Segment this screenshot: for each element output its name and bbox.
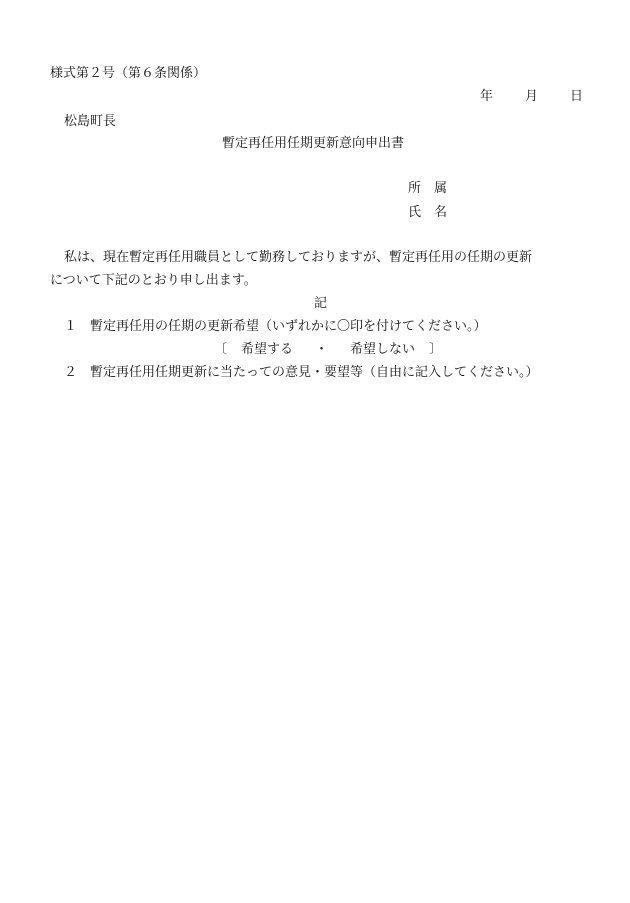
body-line-1: 私は、現在暫定再任用職員として勤務しておりますが、暫定再任用の任期の更新 (64, 250, 533, 265)
date-month-label: 月 (525, 89, 539, 104)
choice-line (214, 342, 442, 358)
item-1-number: １ (64, 319, 78, 334)
item-2-number: ２ (64, 365, 78, 380)
choice-option-no[interactable]: 希望しない (350, 342, 416, 357)
choice-separator: ・ (315, 342, 329, 357)
ki-heading: 記 (314, 296, 328, 311)
date-year-label: 年 (480, 89, 494, 104)
affiliation-label: 所 属 (408, 181, 448, 196)
name-label: 氏 名 (408, 205, 448, 220)
item-2-text: 暫定再任用任期更新に当たっての意見・要望等（自由に記入してください。） (90, 365, 539, 380)
addressee: 松島町長 (64, 114, 117, 129)
choice-option-yes[interactable]: 希望する (241, 342, 294, 357)
item-2 (64, 365, 539, 381)
choice-open-bracket: 〔 (214, 342, 228, 357)
body-line-2: について下記のとおり申し出ます。 (50, 273, 257, 288)
document-title: 暫定再任用任期更新意向申出書 (222, 136, 405, 151)
date-line (480, 89, 583, 105)
date-day-label: 日 (570, 89, 584, 104)
form-label: 様式第２号（第６条関係） (50, 66, 207, 81)
item-1 (64, 319, 487, 335)
item-1-text: 暫定再任用の任期の更新希望（いずれかに〇印を付けてください。） (90, 319, 487, 334)
choice-close-bracket: 〕 (429, 342, 443, 357)
